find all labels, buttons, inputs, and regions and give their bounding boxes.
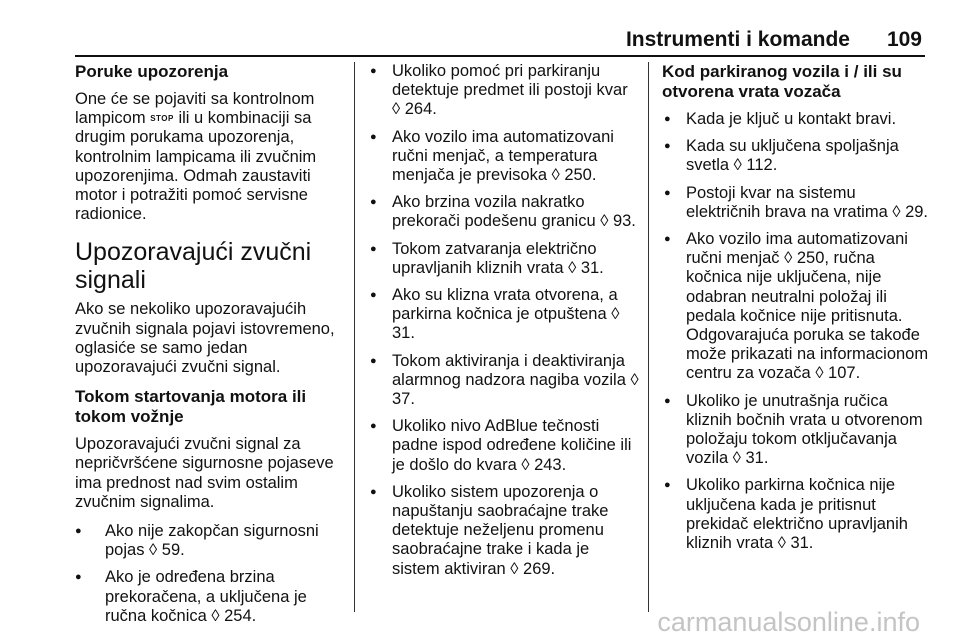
list-item: ● Ukoliko pomoć pri parkiranju detektuje predmet ili postoji kvar ◊ 264. — [368, 62, 640, 120]
text-part: ili u kombinaciji sa drugim porukama upozorenja, kontrolnim lampicama ili zvučnim upozorenjima. Odmah zaustaviti motor i potražiti pomoć servisne radionice. — [75, 109, 317, 224]
list-item: ● Ako je određena brzina prekoračena, a uključena je ručna kočnica ◊ 254. — [75, 568, 345, 626]
header-rule — [75, 55, 925, 57]
heading-parked-vehicle: Kod parkiranog vozila i / ili su otvorena vrata vozača — [662, 62, 902, 101]
paragraph-warning-chimes: Ako se nekoliko upozoravajućih zvučnih signala pojavi istovremeno, oglasiće se samo jedan upozoravajući zvučni signal. — [75, 300, 335, 377]
heading-starting-driving: Tokom startovanja motora ili tokom vožnje — [75, 387, 307, 427]
list-item: ● Tokom aktiviranja i deaktiviranja alarmnog nadzora nagiba vozila ◊ 37. — [368, 352, 640, 410]
column-1 — [75, 62, 345, 634]
paragraph-seatbelt: Upozoravajući zvučni signal za nepričvršćene sigurnosne pojaseve ima prednost nad svim ostalim zvučnim signalima. — [75, 435, 334, 511]
watermark: carmanualsonline.info — [657, 607, 920, 637]
list-item: ● Kada je ključ u kontakt bravi. — [662, 110, 934, 129]
column-3 — [662, 62, 934, 561]
list-item: ● Ako vozilo ima automatizovani ručni menjač, a temperatura menjača je previsoka ◊ 250. — [368, 128, 640, 186]
stop-icon: STOP — [150, 114, 174, 124]
list-item: ● Postoji kvar na sistemu električnih brava na vratima ◊ 29. — [662, 184, 934, 222]
list-item: ● Kada su uključena spoljašnja svetla ◊ 112. — [662, 137, 934, 175]
list-item: ● Ukoliko je unutrašnja ručica kliznih bočnih vrata u otvorenom položaju tokom otključavanja vozila ◊ 31. — [662, 392, 934, 469]
page-header-title: Instrumenti i komande — [625, 28, 850, 51]
list-item: ● Ako vozilo ima automatizovani ručni menjač ◊ 250, ručna kočnica nije uključena, nije odabran neutralni položaj ili pedala kočnice nije pritisnuta. Odgovarajuća poruka se takođe može prikazati na informacionom centru za vozača ◊ 107. — [662, 230, 934, 384]
list-item: ● Ukoliko sistem upozorenja o napuštanju saobraćajne trake detektuje neželjenu promenu saobraćajne trake i kada je sistem aktiviran ◊ 269. — [368, 483, 640, 579]
column-divider-1 — [354, 62, 355, 612]
list-item: ● Ako su klizna vrata otvorena, a parkirna kočnica je otpuštena ◊ 31. — [368, 286, 640, 344]
paragraph-warning-messages — [75, 90, 345, 224]
column-2 — [368, 62, 640, 587]
list-item: ● Ukoliko parkirna kočnica nije uključena kada je pritisnut prekidač električno upravljanih kliznih vrata ◊ 31. — [662, 476, 934, 553]
list-item: ● Tokom zatvaranja električno upravljanih kliznih vrata ◊ 31. — [368, 240, 640, 278]
heading-warning-messages: Poruke upozorenja — [75, 62, 229, 81]
list-item: ● Ukoliko nivo AdBlue tečnosti padne ispod određene količine ili je došlo do kvara ◊ 243. — [368, 417, 640, 475]
list-item: ● Ako brzina vozila nakratko prekorači podešenu granicu ◊ 93. — [368, 193, 640, 231]
column-divider-2 — [648, 62, 649, 612]
heading-warning-chimes: Upozoravajući zvučni signali — [75, 238, 312, 295]
page-number: 109 — [886, 28, 922, 51]
list-item: ● Ako nije zakopčan sigurnosni pojas ◊ 59. — [75, 522, 345, 560]
text-part: One će se pojaviti sa kontrolnom lampicom — [75, 90, 315, 128]
